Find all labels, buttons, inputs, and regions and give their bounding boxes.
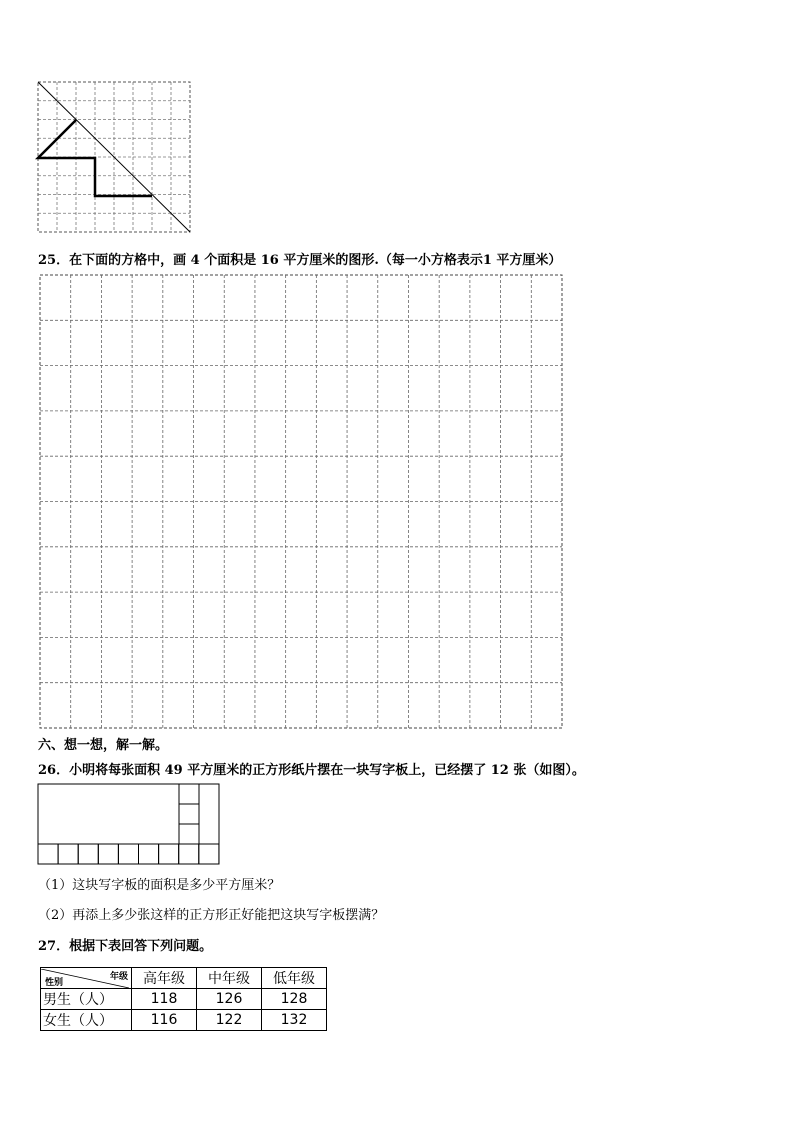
table-cell: 118	[132, 989, 197, 1010]
table-cell: 116	[132, 1010, 197, 1031]
question-26-part-1: （1）这块写字板的面积是多少平方厘米？	[38, 878, 281, 893]
table-cell: 126	[197, 989, 262, 1010]
column-header: 中年级	[197, 968, 262, 989]
question-27: 27．根据下表回答下列问题。	[38, 939, 213, 954]
table-cell: 122	[197, 1010, 262, 1031]
row-label: 男生（人）	[41, 989, 132, 1010]
table-header-row	[41, 968, 327, 989]
table-row	[41, 1010, 327, 1031]
drawing-grid	[40, 275, 562, 728]
corner-bottom-label: 性别	[45, 977, 64, 988]
writing-board-figure	[38, 784, 219, 864]
table-row	[41, 989, 327, 1010]
column-header: 高年级	[132, 968, 197, 989]
top-grid-figure	[38, 82, 190, 232]
table-cell: 128	[262, 989, 327, 1010]
question-26: 26．小明将每张面积 49 平方厘米的正方形纸片摆在一块写字板上，已经摆了 12 张（如图）。	[38, 763, 585, 778]
column-header: 低年级	[262, 968, 327, 989]
table-cell: 132	[262, 1010, 327, 1031]
row-label: 女生（人）	[41, 1010, 132, 1031]
section-6-heading: 六、想一想，解一解。	[38, 738, 169, 753]
question-26-part-2: （2）再添上多少张这样的正方形正好能把这块写字板摆满？	[38, 908, 385, 923]
table-corner-cell	[41, 968, 132, 989]
question-25: 25．在下面的方格中，画 4 个面积是 16 平方厘米的图形.（每一小方格表示1 平方厘米）	[38, 253, 562, 268]
grade-gender-table	[40, 967, 327, 1031]
corner-top-label: 年级	[109, 971, 128, 982]
bold-shape	[38, 120, 152, 196]
